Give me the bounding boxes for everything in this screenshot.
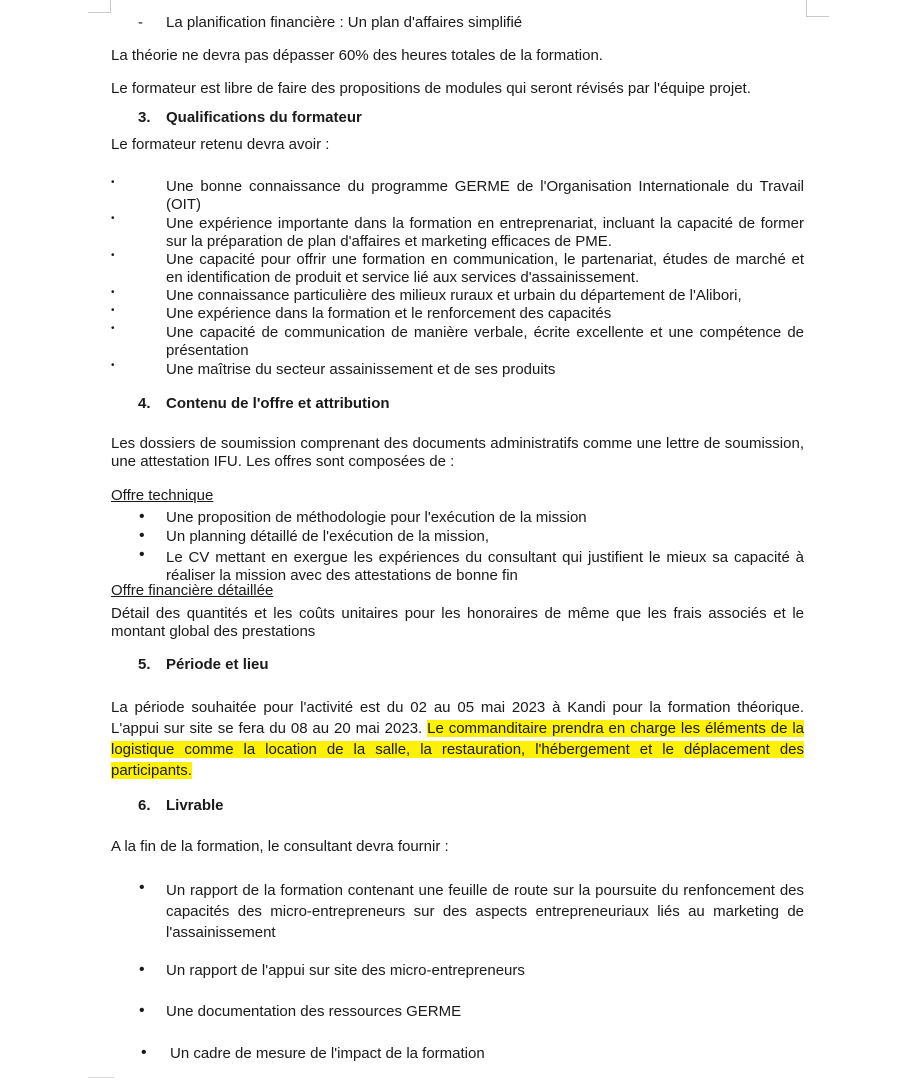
financial-offer-heading: Offre financière détaillée (111, 582, 274, 599)
deliverable-bullet: • (139, 961, 145, 978)
qualification-bullet: • (111, 287, 115, 298)
theory-limit-text: La théorie ne devra pas dépasser 60% des heures totales de la formation. (111, 47, 603, 64)
section-5-title: Période et lieu (166, 656, 269, 673)
page-corner-mark-right (806, 0, 829, 17)
deliverable-item: Un cadre de mesure de l'impact de la formation (170, 1045, 485, 1062)
technical-offer-bullet: • (139, 546, 145, 563)
modules-note-text: Le formateur est libre de faire des propositions de modules qui seront révisés par l'équipe projet. (111, 80, 751, 97)
qualification-item: Une connaissance particulière des milieux ruraux et urbain du département de l'Alibori, (166, 287, 742, 304)
deliverable-bullet: • (139, 1002, 145, 1019)
section-4-intro: Les dossiers de soumission comprenant des documents administratifs comme une lettre de soumission, une attestation IFU. Les offres sont composées de : (111, 435, 804, 470)
technical-offer-item: Le CV mettant en exergue les expériences du consultant qui justifient le mieux sa capacité à réaliser la mission avec des attestations de bonne fin (166, 549, 804, 584)
technical-offer-heading: Offre technique (111, 487, 214, 504)
qualification-item: Une capacité de communication de manière verbale, écrite excellente et une compétence de présentation (166, 324, 804, 359)
section-3-lead: Le formateur retenu devra avoir : (111, 136, 330, 153)
section-6-title: Livrable (166, 797, 224, 814)
period-text: La période souhaitée pour l'activité est du 02 au 05 mai 2023 à Kandi pour la formation théorique. L'appui sur site se fera du 08 au 20 mai 2023. (111, 699, 804, 737)
deliverable-bullet: • (141, 1044, 147, 1061)
qualification-item: Une maîtrise du secteur assainissement et de ses produits (166, 361, 556, 378)
qualification-bullet: • (111, 360, 115, 371)
financial-offer-text: Détail des quantités et les coûts unitaires pour les honoraires de même que les frais associés et le montant global des prestations (111, 605, 804, 640)
qualification-bullet: • (111, 213, 115, 224)
qualification-bullet: • (111, 323, 115, 334)
technical-offer-item: Une proposition de méthodologie pour l'exécution de la mission (166, 509, 587, 526)
technical-offer-bullet: • (139, 508, 145, 525)
section-4-title: Contenu de l'offre et attribution (166, 395, 390, 412)
qualification-bullet: • (111, 250, 115, 261)
planning-item: La planification financière : Un plan d'affaires simplifié (166, 14, 523, 31)
page-bottom-mark (88, 1077, 114, 1078)
qualification-bullet: • (111, 177, 115, 188)
deliverable-item: Un rapport de la formation contenant une feuille de route sur la poursuite du renfoncement des capacités des micro-entrepreneurs sur des aspects entrepreneuriaux liés au marketing de l'assainissement (166, 882, 804, 941)
qualification-item: Une capacité pour offrir une formation en communication, le partenariat, études de marché et en identification de produit et service lié aux services d'assainissement. (166, 251, 804, 286)
qualification-bullet: • (111, 305, 115, 316)
logistics-highlight: Le commanditaire prendra en charge les éléments de la logistique comme la location de la salle, la restauration, l'hébergement et le déplacement des participants. (111, 720, 804, 779)
deliverable-item: Un rapport de l'appui sur site des micro-entrepreneurs (166, 962, 525, 979)
section-3-title: Qualifications du formateur (166, 109, 362, 126)
section-6-lead: A la fin de la formation, le consultant devra fournir : (111, 838, 449, 855)
section-4-number: 4. (138, 395, 151, 412)
technical-offer-item: Un planning détaillé de l'exécution de la mission, (166, 528, 490, 545)
qualification-item: Une expérience dans la formation et le renforcement des capacités (166, 305, 612, 322)
list-dash: - (138, 14, 143, 31)
deliverable-item: Une documentation des ressources GERME (166, 1003, 462, 1020)
section-6-number: 6. (138, 797, 151, 814)
qualification-item: Une expérience importante dans la formation en entreprenariat, incluant la capacité de former sur la préparation de plan d'affaires et marketing efficaces de PME. (166, 215, 804, 250)
technical-offer-bullet: • (139, 527, 145, 544)
page-corner-mark-left (88, 0, 111, 13)
deliverable-bullet: • (139, 879, 145, 896)
qualification-item: Une bonne connaissance du programme GERME de l'Organisation Internationale du Travail (OIT) (166, 178, 804, 213)
section-3-number: 3. (138, 109, 151, 126)
section-5-number: 5. (138, 656, 151, 673)
period-location-text (111, 697, 804, 781)
